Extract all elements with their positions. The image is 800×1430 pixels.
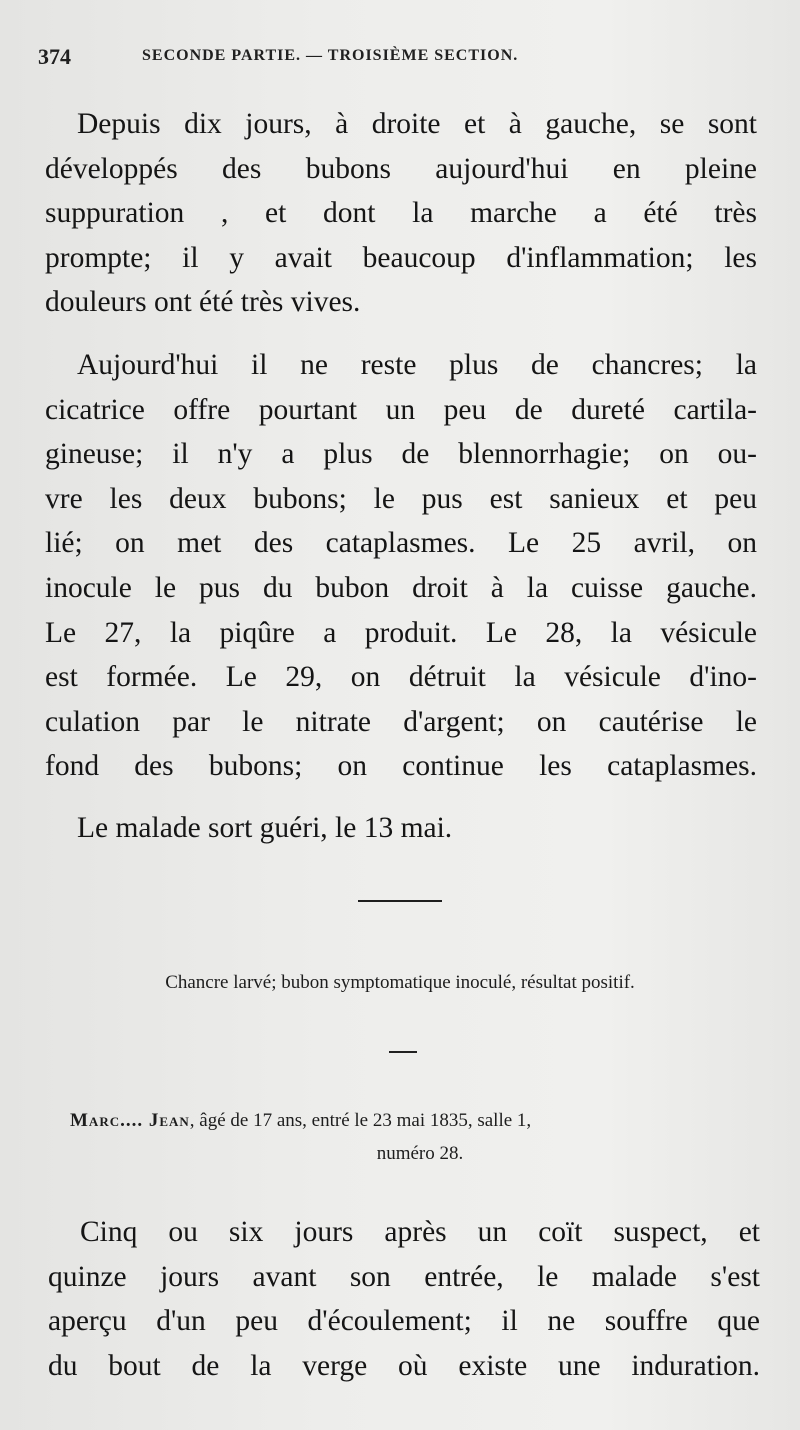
patient-details: , âgé de 17 ans, entré le 23 mai 1835, salle 1, bbox=[189, 1110, 532, 1131]
text-line: suppuration , et dont la marche a été très bbox=[45, 197, 757, 230]
text-line: vre les deux bubons; le pus est sanieux et peu bbox=[45, 482, 757, 515]
text-line: est formée. Le 29, on détruit la vésicule d'ino- bbox=[45, 661, 757, 694]
page-number: 374 bbox=[38, 44, 71, 69]
text-line: Depuis dix jours, à droite et à gauche, se sont bbox=[77, 108, 757, 140]
section-divider bbox=[358, 900, 442, 902]
text-line: développés des bubons aujourd'hui en pleine bbox=[45, 152, 757, 185]
closing-paragraph bbox=[48, 1210, 760, 1388]
text-line: prompte; il y avait beaucoup d'inflammation; les bbox=[45, 241, 757, 274]
patient-number: numéro 28. bbox=[376, 1143, 464, 1164]
text-line: fond des bubons; on continue les cataplasmes. bbox=[45, 750, 757, 783]
paragraph-1 bbox=[45, 102, 757, 325]
text-line: Cinq ou six jours après un coït suspect, et bbox=[80, 1216, 760, 1248]
text-line: cicatrice offre pourtant un peu de dureté cartila- bbox=[45, 393, 757, 426]
heading-divider bbox=[389, 1051, 417, 1053]
text-line: gineuse; il n'y a plus de blennorrhagie; on ou- bbox=[45, 438, 757, 471]
patient-line bbox=[70, 1104, 750, 1137]
patient-info bbox=[70, 1104, 750, 1170]
text-line: Le malade sort guéri, le 13 mai. bbox=[77, 812, 453, 844]
text-line: du bout de la verge où existe une induration. bbox=[48, 1349, 760, 1382]
patient-name: Marc.... Jean bbox=[70, 1110, 190, 1131]
section-title: SECONDE PARTIE. — TROISIÈME SECTION. bbox=[142, 47, 519, 64]
text-line: inocule le pus du bubon droit à la cuisse gauche. bbox=[45, 571, 757, 604]
text-line: Aujourd'hui il ne reste plus de chancres; la bbox=[77, 349, 757, 381]
text-line: aperçu d'un peu d'écoulement; il ne souffre que bbox=[48, 1305, 760, 1338]
case-heading: Chancre larvé; bubon symptomatique inoculé, résultat positif. bbox=[165, 972, 635, 993]
text-line: culation par le nitrate d'argent; on cautérise le bbox=[45, 705, 757, 738]
paragraph-2 bbox=[45, 343, 757, 789]
text-line: lié; on met des cataplasmes. Le 25 avril, on bbox=[45, 527, 757, 560]
running-head bbox=[38, 44, 758, 74]
paragraph-3 bbox=[45, 806, 757, 851]
text-line: quinze jours avant son entrée, le malade s'est bbox=[48, 1260, 760, 1293]
text-line: douleurs ont été très vives. bbox=[45, 286, 361, 319]
text-line: Le 27, la piqûre a produit. Le 28, la vésicule bbox=[45, 616, 757, 649]
